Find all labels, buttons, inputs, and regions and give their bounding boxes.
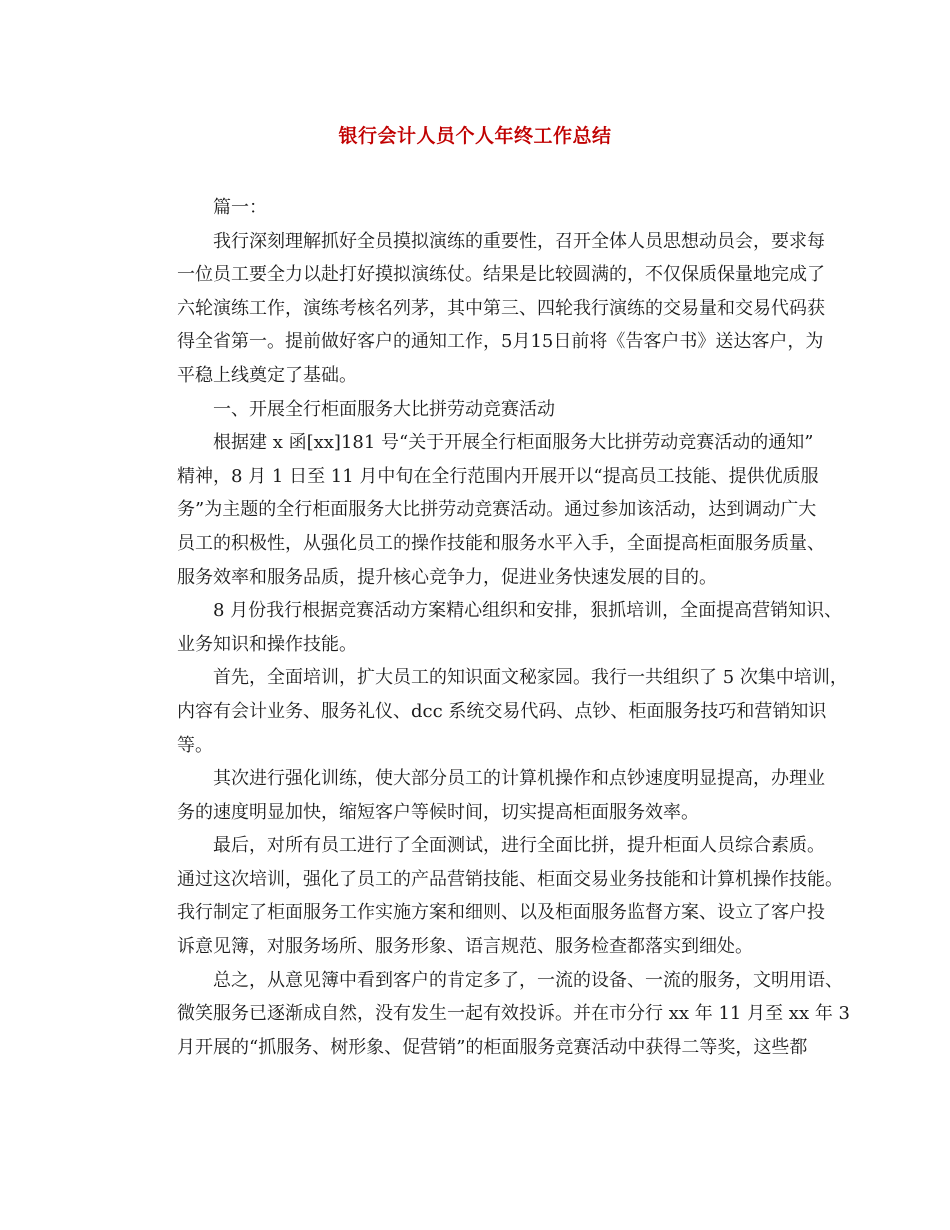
text-line: 务”为主题的全行柜面服务大比拼劳动竞赛活动。通过参加该活动，达到调动广大	[177, 499, 817, 521]
text-line: 得全省第一。提前做好客户的通知工作，5月15日前将《告客户书》送达客户，为	[177, 331, 824, 353]
paragraph	[141, 964, 851, 1065]
text-line: 总之，从意见簿中看到客户的肯定多了，一流的设备、一流的服务，文明用语、	[213, 969, 843, 991]
text-line: 根据建 x 函[xx]181 号“关于开展全行柜面服务大比拼劳动竞赛活动的通知”	[213, 432, 814, 454]
text-line: 月开展的“抓服务、树形象、促营销”的柜面服务竞赛活动中获得二等奖，这些都	[177, 1036, 808, 1058]
text-line: 员工的积极性，从强化员工的操作技能和服务水平入手，全面提高柜面服务质量、	[177, 532, 825, 554]
text-line: 微笑服务已逐渐成自然，没有发生一起有效投诉。并在市分行 xx 年 11 月至 xx 年 3	[177, 1003, 851, 1025]
text-line: 一、开展全行柜面服务大比拼劳动竞赛活动	[213, 398, 555, 420]
text-line: 首先，全面培训，扩大员工的知识面文秘家园。我行一共组织了 5 次集中培训，	[213, 667, 848, 689]
paragraph	[141, 426, 825, 594]
paragraph	[141, 225, 825, 393]
text-line: 内容有会计业务、服务礼仪、dcc 系统交易代码、点钞、柜面服务技巧和营销知识	[177, 700, 827, 722]
text-line: 一位员工要全力以赴打好摸拟演练仗。结果是比较圆满的，不仅保质保量地完成了	[177, 264, 825, 286]
text-line: 最后，对所有员工进行了全面测试，进行全面比拼，提升柜面人员综合素质。	[213, 835, 825, 857]
paragraph	[141, 661, 848, 762]
document-title: 银行会计人员个人年终工作总结	[338, 125, 612, 147]
paragraph	[141, 594, 843, 661]
section-heading	[141, 393, 821, 427]
document-body	[141, 191, 851, 1064]
text-line: 平稳上线奠定了基础。	[177, 364, 357, 386]
text-line: 等。	[177, 734, 213, 756]
text-line: 业务知识和操作技能。	[177, 633, 357, 655]
text-line: 六轮演练工作，演练考核名列茅，其中第三、四轮我行演练的交易量和交易代码获	[177, 297, 825, 319]
paragraph	[141, 191, 821, 225]
text-line: 篇一：	[213, 197, 267, 218]
paragraph	[141, 762, 825, 829]
text-line: 通过这次培训，强化了员工的产品营销技能、柜面交易业务技能和计算机操作技能。	[177, 868, 843, 890]
text-line: 我行制定了柜面服务工作实施方案和细则、以及柜面服务监督方案、设立了客户投	[177, 902, 825, 924]
text-line: 其次进行强化训练，使大部分员工的计算机操作和点钞速度明显提高，办理业	[213, 768, 825, 790]
text-line: 8 月份我行根据竞赛活动方案精心组织和安排，狠抓培训，全面提高营销知识、	[213, 600, 843, 622]
text-line: 诉意见簿，对服务场所、服务形象、语言规范、服务检查都落实到细处。	[177, 936, 753, 958]
text-line: 我行深刻理解抓好全员摸拟演练的重要性，召开全体人员思想动员会，要求每	[213, 230, 825, 252]
text-line: 务的速度明显加快，缩短客户等候时间，切实提高柜面服务效率。	[177, 801, 699, 823]
paragraph	[141, 829, 843, 963]
text-line: 服务效率和服务品质，提升核心竞争力，促进业务快速发展的目的。	[177, 566, 717, 588]
text-line: 精神，8 月 1 日至 11 月中旬在全行范围内开展开以“提高员工技能、提供优质服	[177, 465, 819, 487]
